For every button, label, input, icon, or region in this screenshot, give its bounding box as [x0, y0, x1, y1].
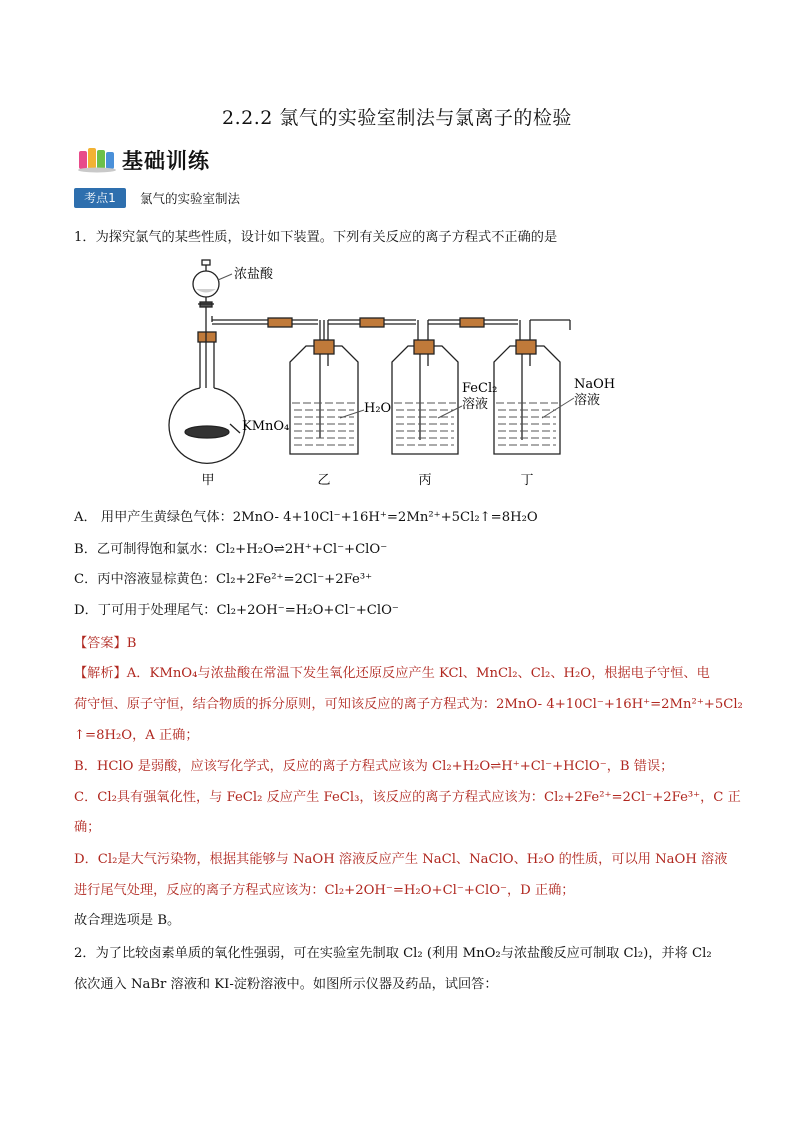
option-c: C．丙中溶液显棕黄色：Cl₂+2Fe²⁺=2Cl⁻+2Fe³⁺ [74, 572, 373, 587]
answer: 【答案】B [74, 636, 137, 651]
naoh-solution-label: 溶液 [574, 393, 601, 408]
analysis-line-4: B．HClO 是弱酸，应该写化学式，反应的离子方程式应该为 Cl₂+H₂O⇌H⁺+Cl⁻+HClO⁻，B 错误； [74, 759, 674, 774]
option-b: B．乙可制得饱和氯水：Cl₂+H₂O⇌2H⁺+Cl⁻+ClO⁻ [74, 542, 388, 557]
question-2-line-2: 依次通入 NaBr 溶液和 KI-淀粉溶液中。如图所示仪器及药品，试回答： [74, 977, 498, 992]
analysis-line-7: D．Cl₂是大气污染物，根据其能够与 NaOH 溶液反应产生 NaCl、NaClO、H₂O 的性质，可以用 NaOH 溶液 [74, 852, 728, 867]
analysis-line-3: ↑=8H₂O，A 正确； [74, 728, 199, 743]
conclusion: 故合理选项是 B。 [74, 913, 181, 928]
topic-title: 氯气的实验室制法 [140, 191, 241, 206]
analysis-line-1: 【解析】A．KMnO₄与浓盐酸在常温下发生氧化还原反应产生 KCl、MnCl₂、Cl₂、H₂O，根据电子守恒、电 [74, 666, 710, 681]
analysis-line-6: 确； [74, 820, 101, 835]
label-jia: 甲 [201, 473, 215, 488]
fecl2-label: FeCl₂ [462, 381, 498, 396]
label-ding: 丁 [520, 473, 534, 488]
analysis-line-2: 荷守恒、原子守恒，结合物质的拆分原则，可知该反应的离子方程式为：2MnO- 4+10Cl⁻+16H⁺=2Mn²⁺+5Cl₂ [74, 697, 743, 712]
kmno4-label: KMnO₄ [242, 419, 290, 434]
topic-badge: 考点1 [74, 188, 126, 208]
section-title: 基础训练 [122, 149, 210, 173]
naoh-label: NaOH [574, 377, 616, 392]
page-title: 2.2.2 氯气的实验室制法与氯离子的检验 [222, 107, 572, 129]
fecl2-solution-label: 溶液 [462, 397, 489, 412]
colorful-books-icon [76, 143, 118, 173]
apparatus-diagram [170, 258, 616, 490]
analysis-line-8: 进行尾气处理，反应的离子方程式应该为：Cl₂+2OH⁻=H₂O+Cl⁻+ClO⁻，D 正确； [74, 883, 575, 898]
acid-label: 浓盐酸 [234, 267, 274, 282]
option-d: D．丁可用于处理尾气：Cl₂+2OH⁻=H₂O+Cl⁻+ClO⁻ [74, 603, 399, 618]
h2o-label: H₂O [364, 401, 392, 416]
analysis-line-5: C．Cl₂具有强氧化性，与 FeCl₂ 反应产生 FeCl₃，该反应的离子方程式应该为：Cl₂+2Fe²⁺=2Cl⁻+2Fe³⁺，C 正 [74, 790, 741, 805]
option-a: A． 用甲产生黄绿色气体：2MnO- 4+10Cl⁻+16H⁺=2Mn²⁺+5Cl₂↑=8H₂O [74, 510, 538, 525]
question-2-line-1: 2．为了比较卤素单质的氧化性强弱，可在实验室先制取 Cl₂ (利用 MnO₂与浓盐酸反应可制取 Cl₂)，并将 Cl₂ [74, 946, 712, 961]
label-yi: 乙 [317, 473, 331, 488]
question-1-stem: 1．为探究氯气的某些性质，设计如下装置。下列有关反应的离子方程式不正确的是 [74, 230, 558, 245]
label-bing: 丙 [418, 473, 432, 488]
